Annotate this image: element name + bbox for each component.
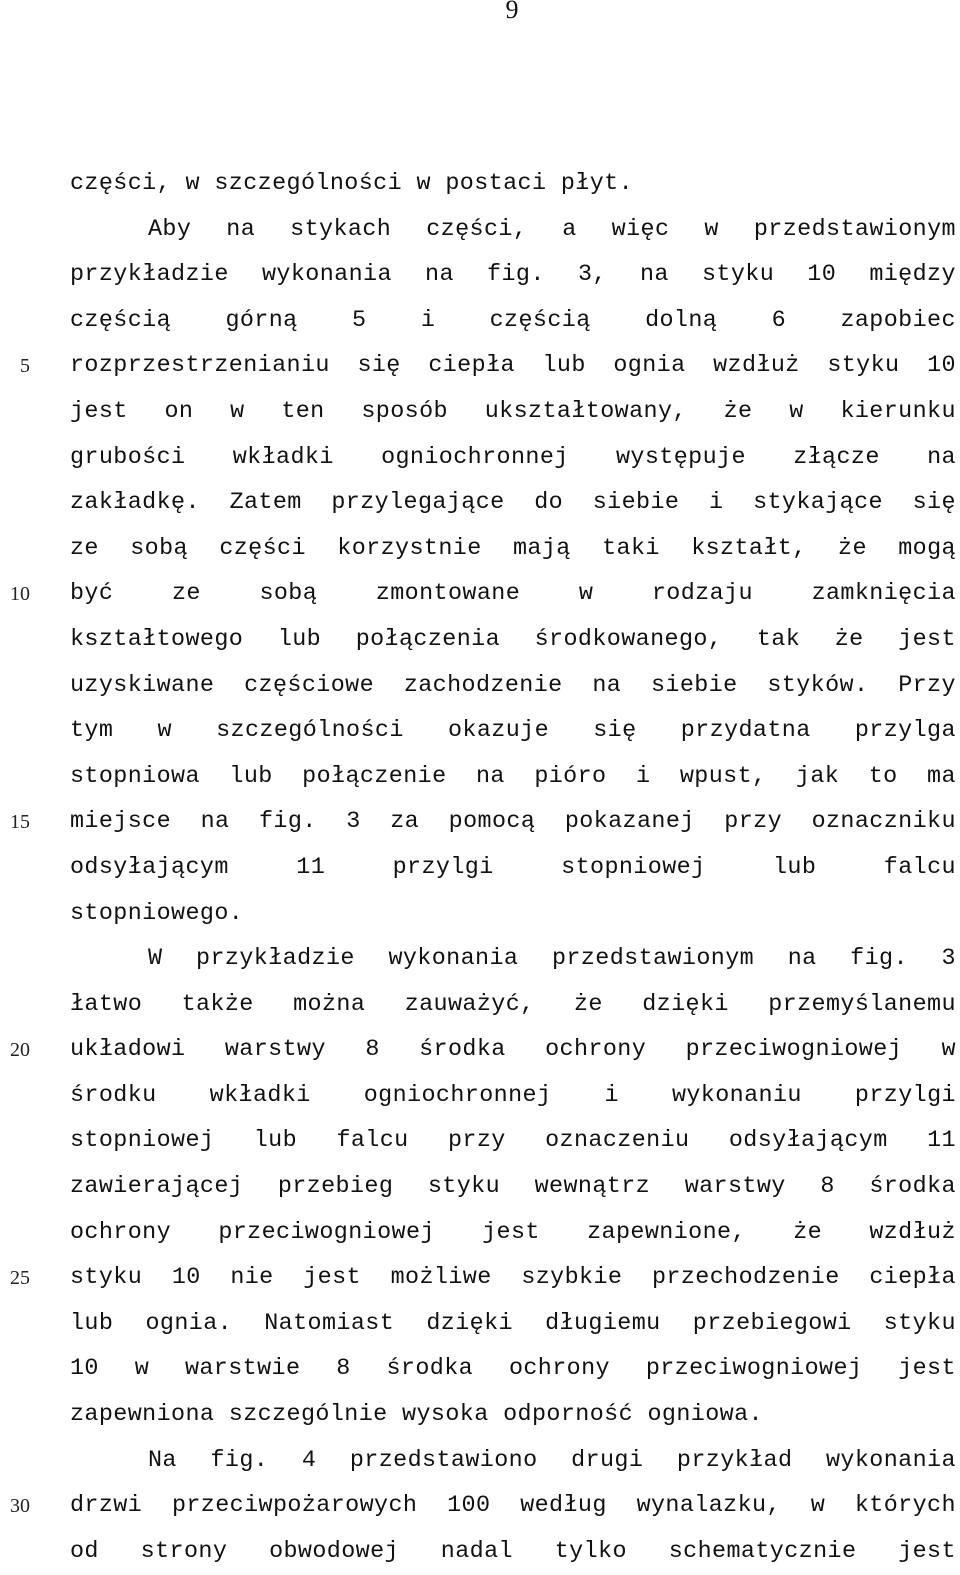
word: zapewnione, (587, 1219, 746, 1246)
word: i (635, 763, 651, 790)
word: jak (795, 763, 840, 790)
word: na (200, 809, 230, 836)
word: nadal (440, 1538, 513, 1565)
word: na (927, 444, 956, 471)
word: ze (70, 535, 99, 562)
word: 3, (577, 262, 607, 289)
word: przebieg (277, 1174, 394, 1201)
word: Aby (148, 216, 192, 243)
word: pokazanej (564, 809, 695, 836)
word: połączenia (355, 626, 501, 653)
word: wzdłuż (713, 353, 800, 380)
word: przemyślanemu (768, 991, 956, 1018)
text-line (70, 1530, 956, 1575)
word: wykonaniu (671, 1082, 802, 1109)
word: mogą (898, 535, 956, 562)
word: sposób (361, 398, 448, 425)
word: zamknięcia (811, 581, 956, 608)
word: przeciwogniowej (645, 1356, 863, 1383)
word: środku (70, 1082, 157, 1109)
word: przy (724, 809, 783, 836)
word: obwodowej (269, 1538, 399, 1565)
word: fig. (850, 946, 908, 973)
text-line (70, 1439, 956, 1485)
word: ukształtowany, (484, 398, 687, 425)
word: środka (869, 1174, 956, 1201)
word: środka (386, 1356, 474, 1383)
word: warstwy (684, 1174, 786, 1201)
word: środka (419, 1037, 506, 1064)
word: przylgi (392, 854, 494, 881)
word: i (420, 307, 436, 334)
text-line (70, 937, 956, 983)
word: zakładkę. (70, 490, 200, 517)
word: stopniowej (70, 1128, 215, 1155)
word: warstwy (224, 1037, 326, 1064)
word: przeciwogniowej (218, 1219, 435, 1246)
word: 11 (296, 854, 326, 881)
text-line (70, 436, 956, 482)
word: w (578, 581, 594, 608)
word: odsyłającym (70, 854, 229, 881)
word: 8 (336, 1356, 351, 1383)
word: przydatna (680, 718, 811, 745)
text-line (70, 1119, 956, 1165)
word: częściowe (244, 672, 375, 699)
word: na (425, 262, 454, 289)
text-line (70, 846, 956, 892)
word: na (592, 672, 622, 699)
word: zawierającej (70, 1174, 244, 1201)
word: lub (773, 854, 817, 881)
word: ognia. (145, 1310, 233, 1337)
word: Natomiast (264, 1310, 395, 1337)
word: sobą (130, 535, 188, 562)
word: i (604, 1082, 619, 1109)
word: części, (426, 216, 528, 243)
word: styku (827, 353, 900, 380)
word: odsyłającym (728, 1128, 888, 1155)
word: układowi (70, 1037, 186, 1064)
word: zauważyć, (404, 991, 535, 1018)
word: nie (230, 1265, 274, 1292)
text-line (70, 1302, 956, 1348)
word: przykładzie (70, 262, 229, 289)
word: przedstawionym (551, 946, 755, 973)
word: na (787, 946, 817, 973)
word: długiemu (545, 1310, 661, 1337)
word: ciepła (428, 353, 515, 380)
word: tak (756, 626, 801, 653)
word: więc (611, 216, 670, 243)
word: stopniowa (70, 763, 200, 790)
word: przylgi (854, 1082, 956, 1109)
word: pomocą (448, 809, 536, 836)
word: przykład (676, 1447, 793, 1474)
word: w (789, 398, 804, 425)
word: że (723, 398, 753, 425)
word: lub (253, 1128, 298, 1155)
word: do (534, 490, 564, 517)
word: jest (898, 1356, 956, 1383)
word: że (838, 535, 867, 562)
text-line (70, 983, 956, 1029)
word: jest (898, 626, 956, 653)
word: jest (303, 1265, 361, 1292)
word: uzyskiwane (70, 672, 215, 699)
word: wpust, (679, 763, 767, 790)
word: na (226, 216, 256, 243)
text-line (70, 1165, 956, 1211)
word: że (793, 1219, 823, 1246)
word: złącze (793, 444, 880, 471)
word: fig. (487, 262, 545, 289)
word: drugi (571, 1447, 644, 1474)
word: w (157, 718, 172, 745)
word: się (912, 490, 956, 517)
word: na (639, 262, 669, 289)
word: zapobiec (840, 307, 956, 334)
word: 10 (807, 262, 837, 289)
word: przy (448, 1128, 506, 1155)
text-line (70, 253, 956, 299)
word: styków. (767, 672, 869, 699)
word: ochrony (545, 1037, 647, 1064)
word: 8 (820, 1174, 835, 1201)
word: 10 (70, 1356, 99, 1383)
word: w (134, 1356, 150, 1383)
text-line (70, 1347, 956, 1393)
word: stopniowej (561, 854, 706, 881)
text-line (70, 481, 956, 527)
text-line (70, 1211, 956, 1257)
word: w (810, 1493, 826, 1520)
word: lub (70, 1310, 114, 1337)
text-line (70, 664, 956, 710)
word: ogniochronnej (381, 444, 569, 471)
word: łatwo (70, 991, 143, 1018)
word: także (181, 991, 254, 1018)
word: przylegające (331, 490, 505, 517)
text-line: stopniowego. (70, 900, 244, 927)
line-number-5: 5 (20, 355, 30, 378)
word: przedstawiono (349, 1447, 538, 1474)
word: oznaczeniu (545, 1128, 690, 1155)
text-line (70, 800, 956, 846)
word: wkładki (232, 444, 334, 471)
word: mają (513, 535, 571, 562)
word: przylga (854, 718, 956, 745)
word: górną (225, 307, 298, 334)
word: miejsce (70, 809, 172, 836)
word: to (868, 763, 898, 790)
text-line (70, 618, 956, 664)
word: kierunku (840, 398, 956, 425)
text-line: części, w szczególności w postaci płyt. (70, 171, 634, 197)
word: wzdłuż (869, 1219, 956, 1246)
word: stykach (290, 216, 392, 243)
text-line (70, 527, 956, 573)
word: kształtowego (70, 626, 244, 653)
word: przechodzenie (652, 1265, 840, 1292)
word: rozprzestrzenianiu (70, 353, 330, 380)
word: jest (70, 398, 128, 425)
word: szybkie (521, 1265, 623, 1292)
word: zmontowane (375, 581, 521, 608)
word: w (230, 398, 245, 425)
text-line (70, 755, 956, 801)
word: ochrony (508, 1356, 610, 1383)
word: ten (281, 398, 325, 425)
text-line (70, 344, 956, 390)
line-number-20: 20 (10, 1039, 30, 1062)
word: wykonania (826, 1447, 956, 1474)
word: W (148, 946, 163, 973)
word: fig. (259, 809, 317, 836)
word: jest (898, 1538, 956, 1565)
text-line (70, 299, 956, 345)
line-number-15: 15 (10, 811, 30, 834)
word: siebie (651, 672, 738, 699)
word: Na (148, 1447, 177, 1474)
page-number: 9 (505, 0, 519, 24)
word: występuje (616, 444, 746, 471)
word: przeciwpożarowych (171, 1493, 418, 1520)
word: styku (701, 262, 775, 289)
word: w (704, 216, 719, 243)
word: 100 (447, 1493, 491, 1520)
word: środkowanego, (534, 626, 723, 653)
line-number-25: 25 (10, 1267, 30, 1290)
word: 8 (365, 1037, 380, 1064)
line-number-30: 30 (10, 1495, 30, 1518)
word: dzięki (642, 991, 729, 1018)
word: lub (542, 353, 586, 380)
text-line (70, 1028, 956, 1074)
word: za (390, 809, 420, 836)
word: styku (883, 1310, 956, 1337)
word: 11 (927, 1128, 956, 1155)
word: być (70, 581, 114, 608)
word: fig. (210, 1447, 269, 1474)
word: że (834, 626, 864, 653)
word: pióro (534, 763, 607, 790)
word: siebie (592, 490, 680, 517)
word: według (520, 1493, 607, 1520)
word: strony (140, 1538, 228, 1565)
word: wewnątrz (534, 1174, 651, 1201)
word: dzięki (426, 1310, 513, 1337)
word: ze (171, 581, 201, 608)
word: wynalazku, (636, 1493, 781, 1520)
word: a (562, 216, 577, 243)
word: styku (70, 1265, 143, 1292)
word: Przy (898, 672, 956, 699)
word: drzwi (70, 1493, 143, 1520)
line-number-10: 10 (10, 583, 30, 606)
word: styku (427, 1174, 501, 1201)
word: częścią (70, 307, 172, 334)
word: Zatem (229, 490, 302, 517)
word: tym (70, 718, 114, 745)
body-text (70, 162, 956, 1575)
word: części (219, 535, 306, 562)
word: kształt, (691, 535, 807, 562)
text-line (70, 1256, 956, 1302)
word: stykające (753, 490, 883, 517)
word: między (869, 262, 956, 289)
word: przebiegowi (692, 1310, 852, 1337)
word: szczególności (216, 718, 404, 745)
text-line (70, 572, 956, 618)
word: że (574, 991, 603, 1018)
word: korzystnie (337, 535, 482, 562)
word: 3 (941, 946, 956, 973)
word: okazuje (448, 718, 550, 745)
word: zachodzenie (403, 672, 563, 699)
word: falcu (336, 1128, 409, 1155)
word: połączenie (302, 763, 447, 790)
word: warstwie (184, 1356, 301, 1383)
word: od (70, 1538, 99, 1565)
word: ogniochronnej (363, 1082, 552, 1109)
word: przedstawionym (753, 216, 956, 243)
word: ognia (613, 353, 686, 380)
word: wykonania (261, 262, 392, 289)
word: ochrony (70, 1219, 172, 1246)
word: wykonania (388, 946, 519, 973)
word: taki (602, 535, 660, 562)
word: 6 (771, 307, 787, 334)
word: wkładki (209, 1082, 311, 1109)
text-line (70, 709, 956, 755)
word: się (357, 353, 401, 380)
word: ciepła (869, 1265, 956, 1292)
word: lub (229, 763, 273, 790)
word: jest (482, 1219, 540, 1246)
word: przeciwogniowej (685, 1037, 903, 1064)
word: on (164, 398, 194, 425)
text-line (70, 1484, 956, 1530)
word: 4 (301, 1447, 317, 1474)
word: częścią (489, 307, 591, 334)
word: w (941, 1037, 956, 1064)
text-line (70, 1074, 956, 1120)
word: 3 (346, 809, 361, 836)
word: możliwe (390, 1265, 492, 1292)
word: oznaczniku (811, 809, 956, 836)
word: na (475, 763, 505, 790)
word: przykładzie (196, 946, 355, 973)
word: lub (277, 626, 322, 653)
word: których (854, 1493, 956, 1520)
word: można (293, 991, 366, 1018)
word: sobą (259, 581, 318, 608)
word: się (593, 718, 637, 745)
word: schematycznie (668, 1538, 857, 1565)
text-line (70, 390, 956, 436)
word: 10 (171, 1265, 201, 1292)
text-line: zapewniona szczególnie wysoka odporność ogniowa. (70, 1402, 763, 1429)
word: dolną (645, 307, 718, 334)
word: rodzaju (651, 581, 753, 608)
text-line (70, 208, 956, 254)
word: tylko (554, 1538, 627, 1565)
word: 5 (352, 307, 367, 334)
word: falcu (883, 854, 956, 881)
word: 10 (927, 353, 956, 380)
word: ma (927, 763, 956, 790)
word: i (709, 490, 724, 517)
word: grubości (70, 444, 186, 471)
